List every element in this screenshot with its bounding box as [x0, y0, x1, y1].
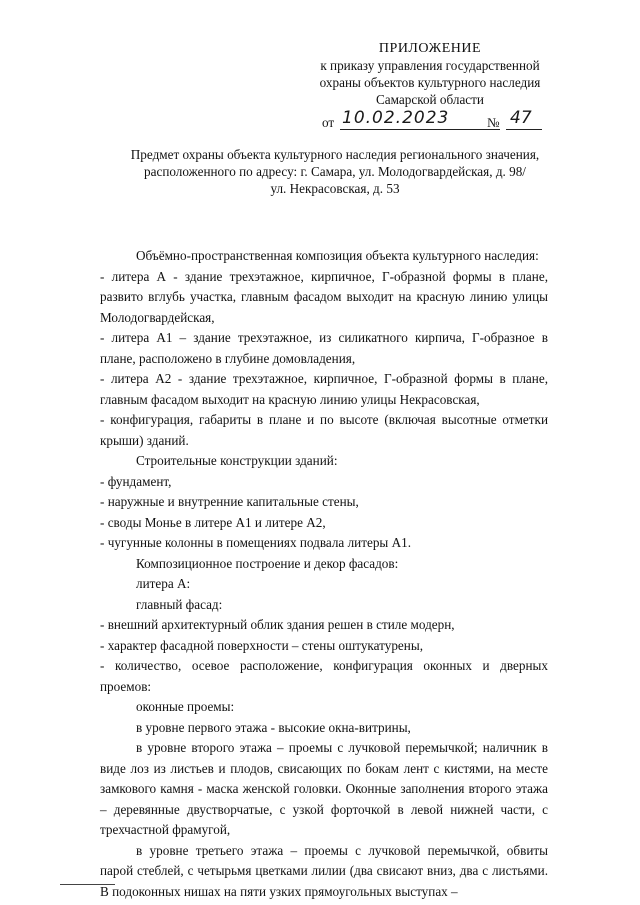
body-paragraph: Композиционное построение и декор фасадов: [136, 555, 399, 571]
body-paragraph: - характер фасадной поверхности – стены оштукатурены, [100, 637, 423, 653]
body-paragraph: оконные проемы: [136, 699, 235, 714]
body-paragraph: - конфигурация, габариты в плане и по высоте (включая высотные отметки крыши) зданий. [100, 412, 548, 448]
order-number-handwritten: 47 [510, 108, 532, 128]
from-label: от [322, 115, 335, 130]
appendix-heading: ПРИЛОЖЕНИЕ [378, 41, 482, 56]
document-subject [80, 146, 590, 197]
body-paragraph: - своды Монье в литере А1 и литере А2, [100, 514, 326, 530]
number-label: № [487, 115, 500, 130]
body-paragraph: - фундамент, [100, 473, 172, 489]
order-number-field [506, 108, 542, 130]
body-paragraph: - внешний архитектурный облик здания решен в стиле модерн, [100, 617, 455, 632]
order-date-field [340, 108, 500, 130]
body-paragraph: Строительные конструкции зданий: [136, 453, 338, 468]
body-paragraph: в уровне третьего этажа – проемы с лучковой перемычкой, обвиты парой стеблей, с четырьмя цветками лилии (два свисают вниз, два с листьями. В подоконных нишах на пяти узких прямоугольных выступах – [100, 842, 548, 899]
subject-line: ул. Некрасовская, д. 53 [270, 181, 400, 196]
order-number-line [322, 110, 562, 134]
body-paragraph: Объёмно-пространственная композиция объекта культурного наследия: [136, 248, 539, 263]
subject-line: Предмет охраны объекта культурного наследия регионального значения, [130, 147, 540, 162]
body-paragraph: главный фасад: [136, 596, 223, 612]
body-paragraph: - литера А - здание трехэтажное, кирпичное, Г-образной формы в плане, развито вглубь участка, главным фасадом выходит на красную линию улицы Молодогвардейская, [100, 268, 548, 325]
appendix-line: охраны объектов культурного наследия [319, 75, 541, 90]
body-paragraph: в уровне первого этажа - высокие окна-витрины, [136, 719, 411, 735]
appendix-block [280, 40, 580, 108]
body-paragraph: - количество, осевое расположение, конфигурация оконных и дверных проемов: [100, 658, 548, 694]
appendix-line: к приказу управления государственной [320, 58, 540, 73]
body-paragraph: - литера А2 - здание трехэтажное, кирпичное, Г-образной формы в плане, главным фасадом выходит на красную линию улицы Некрасовская, [100, 371, 548, 407]
order-date-handwritten: 10.02.2023 [342, 108, 450, 128]
body-paragraph: - наружные и внутренние капитальные стены, [100, 494, 359, 509]
subject-line: расположенного по адресу: г. Самара, ул. Молодогвардейская, д. 98/ [144, 164, 526, 179]
appendix-line: Самарской области [376, 92, 484, 107]
footer-rule [60, 884, 115, 885]
body-paragraph: в уровне второго этажа – проемы с лучковой перемычкой; наличник в виде лоз из листьев и плодов, свисающих по бокам лент с кистями, на месте замкового камня - маска женской головки. Оконные заполнения второго этажа – деревянные двустворчатые, с узкой форточкой в левой нижней части, с трехчастной фрамугой, [100, 740, 548, 837]
body-paragraph: литера А: [136, 576, 191, 591]
body-paragraph: - чугунные колонны в помещениях подвала литеры А1. [100, 535, 411, 550]
document-body [100, 246, 548, 902]
body-paragraph: - литера А1 – здание трехэтажное, из силикатного кирпича, Г-образное в плане, расположено в глубине домовладения, [100, 330, 548, 366]
